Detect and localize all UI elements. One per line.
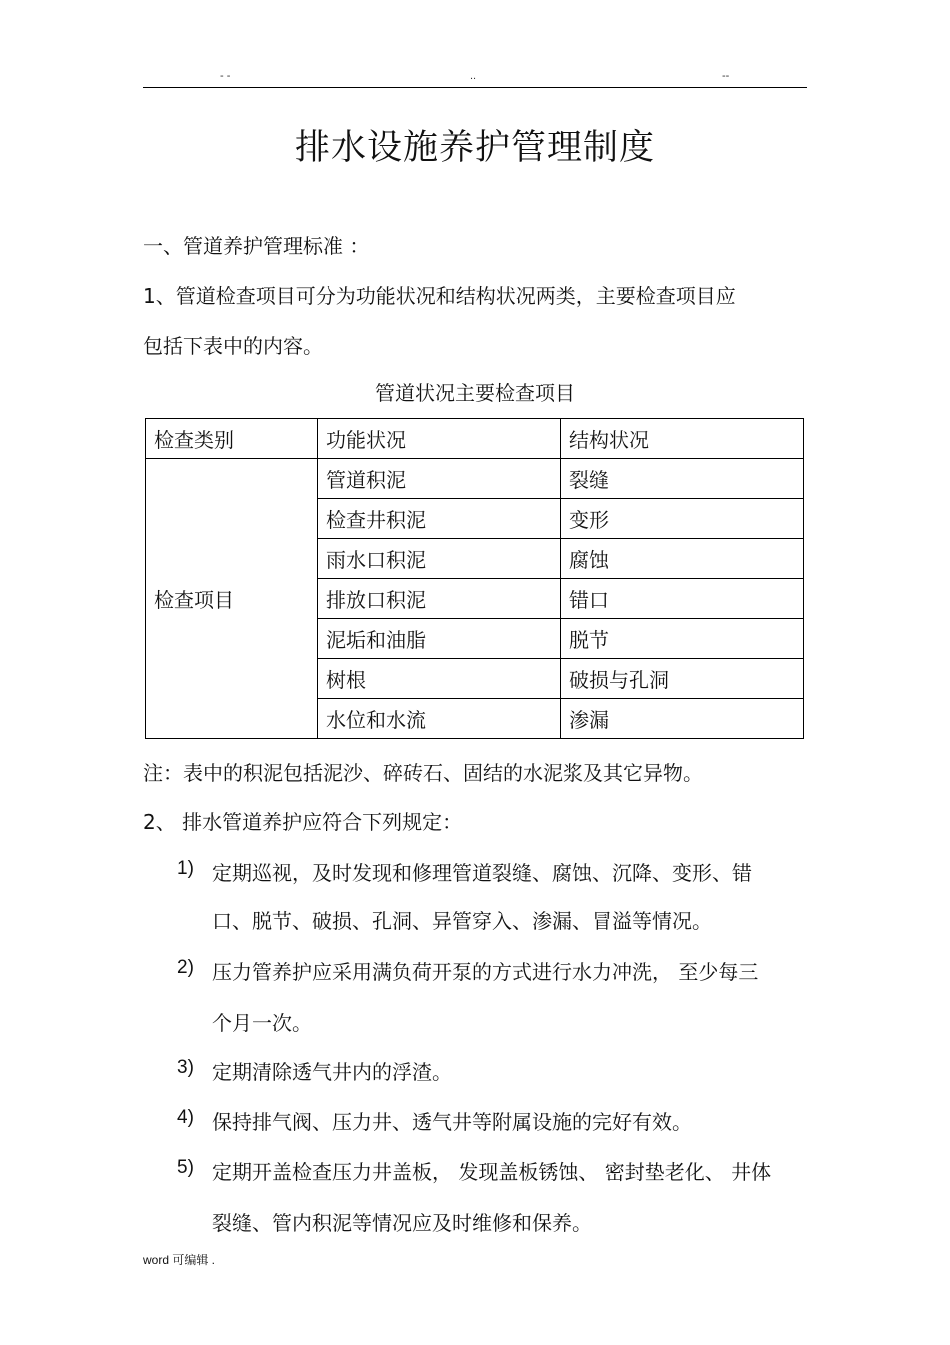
rule-text: 定期清除透气井内的浮渣。: [212, 1060, 452, 1084]
section-heading: 一、管道养护管理标准 ：: [143, 234, 370, 258]
table-note: 注：表中的积泥包括泥沙、碎砖石、固结的水泥浆及其它异物。: [143, 761, 703, 785]
footer-note: word 可编辑 .: [143, 1253, 216, 1267]
rule-text: 保持排气阀、压力井、透气井等附属设施的完好有效。: [212, 1110, 692, 1134]
header-cell-function: 功能状况: [318, 419, 561, 459]
rule-text: 定期巡视，及时发现和修理管道裂缝、腐蚀、沉降、变形、错: [212, 861, 752, 885]
function-cell: 水位和水流: [318, 699, 561, 739]
function-cell: 排放口积泥: [318, 579, 561, 619]
row-label-cell: 检查项目: [146, 459, 318, 739]
rule-number: 2): [177, 957, 194, 978]
rule-number: 4): [177, 1107, 194, 1128]
header-rule: [143, 87, 807, 88]
document-title: 排水设施养护管理制度: [294, 128, 655, 168]
structure-cell: 破损与孔洞: [561, 659, 804, 699]
item1-line2: 包括下表中的内容。: [143, 334, 323, 358]
rule-text: 口、脱节、破损、孔洞、异管穿入、渗漏、冒溢等情况。: [212, 909, 712, 933]
table-header-row: [146, 419, 804, 459]
rule-number: 3): [177, 1057, 194, 1078]
structure-cell: 变形: [561, 499, 804, 539]
header-right-mark: --: [722, 70, 730, 82]
header-center-mark: ..: [470, 70, 477, 82]
item1-line1: 1、管道检查项目可分为功能状况和结构状况两类，主要检查项目应: [143, 284, 736, 308]
rule-text: 个月一次。: [212, 1011, 312, 1035]
function-cell: 泥垢和油脂: [318, 619, 561, 659]
structure-cell: 渗漏: [561, 699, 804, 739]
table-row: [146, 459, 804, 499]
function-cell: 树根: [318, 659, 561, 699]
rule-text: 定期开盖检查压力井盖板， 发现盖板锈蚀、 密封垫老化、 井体: [212, 1160, 772, 1184]
function-cell: 管道积泥: [318, 459, 561, 499]
rule-text: 压力管养护应采用满负荷开泵的方式进行水力冲洗， 至少每三: [212, 960, 759, 984]
structure-cell: 裂缝: [561, 459, 804, 499]
table-caption: 管道状况主要检查项目: [375, 381, 575, 405]
structure-cell: 腐蚀: [561, 539, 804, 579]
header-cell-category: 检查类别: [146, 419, 318, 459]
rule-number: 5): [177, 1157, 194, 1178]
rule-number: 1): [177, 858, 194, 879]
function-cell: 雨水口积泥: [318, 539, 561, 579]
header-left-mark: - -: [220, 70, 231, 82]
rule-text: 裂缝、管内积泥等情况应及时维修和保养。: [212, 1211, 592, 1235]
structure-cell: 错口: [561, 579, 804, 619]
header-cell-structure: 结构状况: [561, 419, 804, 459]
function-cell: 检查井积泥: [318, 499, 561, 539]
structure-cell: 脱节: [561, 619, 804, 659]
inspection-table: [145, 418, 804, 739]
item2-heading: 2、 排水管道养护应符合下列规定：: [143, 810, 463, 834]
